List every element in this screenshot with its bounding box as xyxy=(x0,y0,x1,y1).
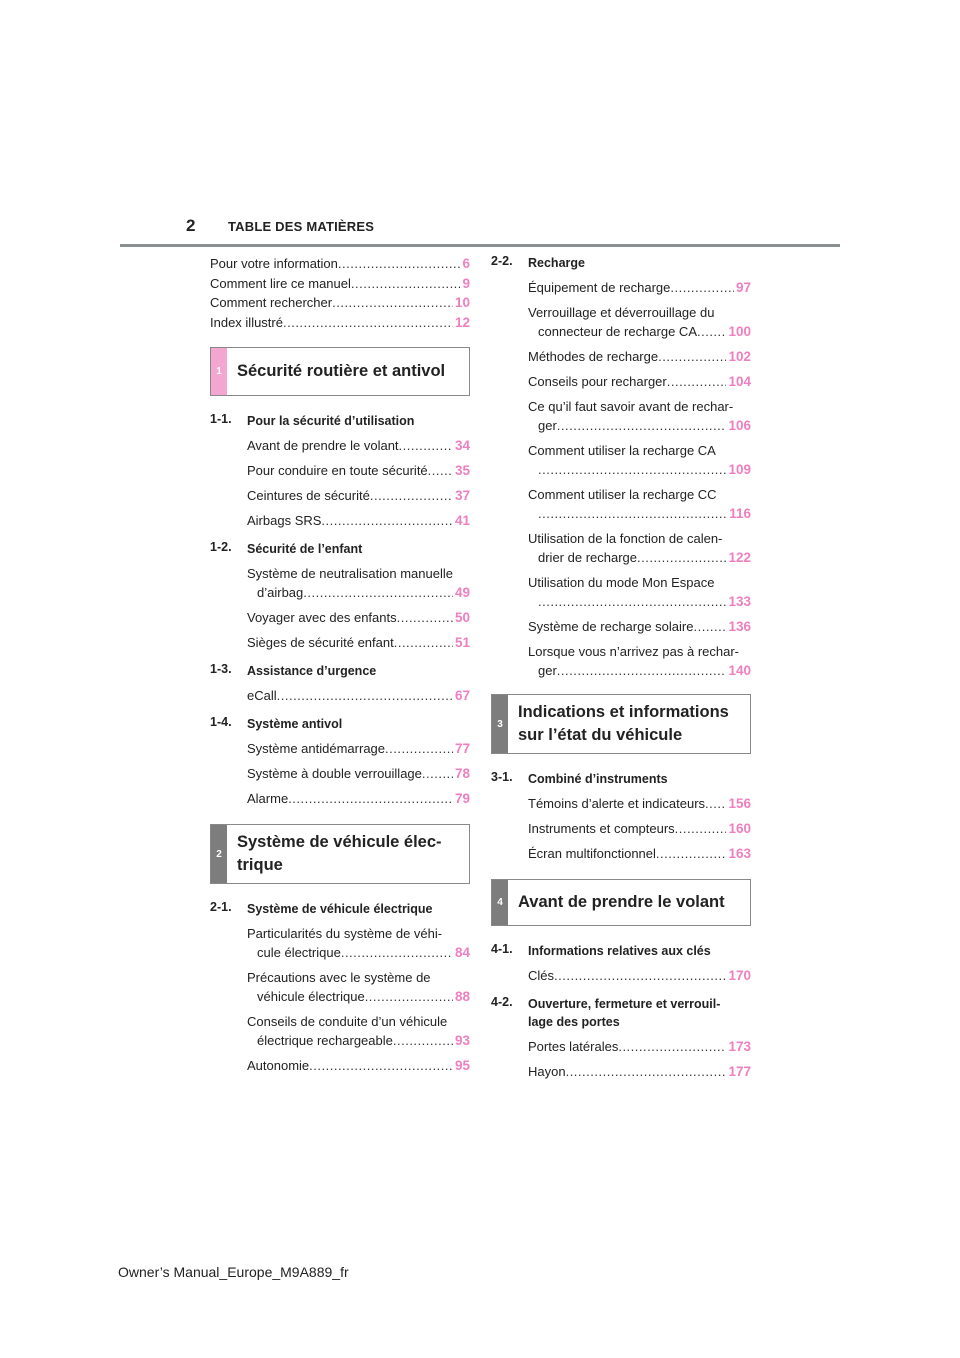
toc-entry-text: électrique rechargeable xyxy=(257,1033,393,1048)
page-header-title: TABLE DES MATIÈRES xyxy=(228,219,375,234)
toc-intro-item[interactable] xyxy=(210,293,470,313)
toc-entry-text: Clés xyxy=(528,968,555,983)
toc-page-ref[interactable]: 156 xyxy=(728,796,751,811)
subsection-number: 1-3. xyxy=(210,662,232,676)
toc-entry[interactable] xyxy=(491,441,751,479)
toc-page-ref[interactable]: 78 xyxy=(454,766,470,781)
toc-page-ref[interactable]: 109 xyxy=(728,462,751,477)
toc-entry-text: Comment lire ce manuel xyxy=(210,275,351,291)
toc-page-ref[interactable]: 173 xyxy=(728,1039,751,1054)
toc-entry-text: Témoins d’alerte et indicateurs xyxy=(528,796,706,811)
toc-page-ref[interactable]: 93 xyxy=(454,1033,470,1048)
subsection-number: 4-1. xyxy=(491,942,513,956)
toc-entry-text: Utilisation du mode Mon Espace xyxy=(528,575,715,590)
toc-entry[interactable] xyxy=(491,794,751,813)
toc-intro-item[interactable] xyxy=(210,313,470,333)
subsection-heading[interactable] xyxy=(210,412,470,430)
toc-page-ref[interactable]: 104 xyxy=(728,374,751,389)
toc-page-ref[interactable]: 95 xyxy=(454,1058,470,1073)
toc-entry-text: Pour votre information xyxy=(210,256,338,271)
header-rule xyxy=(120,244,840,247)
subsection-title-line: Ouverture, fermeture et verrouil- xyxy=(528,997,721,1011)
toc-page-ref[interactable]: 9 xyxy=(462,275,470,291)
section-tab: 1 xyxy=(211,348,227,395)
subsection-heading[interactable] xyxy=(491,942,751,960)
manual-footer: Owner’s Manual_Europe_M9A889_fr xyxy=(118,1264,349,1280)
toc-page-ref[interactable]: 116 xyxy=(729,506,751,521)
toc-entry[interactable] xyxy=(210,564,470,602)
toc-entry[interactable] xyxy=(210,739,470,758)
toc-entry[interactable] xyxy=(210,436,470,455)
toc-entry-text: Système de recharge solaire xyxy=(528,619,694,634)
toc-entry-text: Particularités du système de véhi- xyxy=(247,926,443,941)
toc-entry-text: Comment rechercher xyxy=(210,295,333,310)
toc-page-ref[interactable]: 41 xyxy=(454,513,470,528)
toc-page-ref[interactable]: 51 xyxy=(454,635,470,650)
toc-entry-text: véhicule électrique xyxy=(257,989,365,1004)
toc-entry[interactable] xyxy=(210,968,470,1006)
toc-entry-text: Utilisation de la fonction de calen- xyxy=(528,531,723,546)
toc-page-ref[interactable]: 35 xyxy=(454,463,470,478)
toc-entry[interactable] xyxy=(210,1012,470,1050)
toc-entry-text: ger xyxy=(538,418,557,433)
toc-entry-text: Pour conduire en toute sécurité xyxy=(247,463,428,478)
subsection-title: Assistance d’urgence xyxy=(247,664,377,678)
toc-intro-item[interactable] xyxy=(210,274,470,294)
toc-entry[interactable] xyxy=(491,485,751,523)
toc-page-ref[interactable]: 10 xyxy=(454,295,470,310)
section-title-line: Système de véhicule élec- xyxy=(237,833,442,851)
toc-page-ref[interactable]: 133 xyxy=(728,594,751,609)
toc-page-ref[interactable]: 77 xyxy=(454,741,470,756)
toc-entry-text: Verrouillage et déverrouillage du xyxy=(528,305,715,320)
section-header-4[interactable] xyxy=(491,879,751,926)
toc-entry[interactable] xyxy=(210,1056,470,1075)
toc-page-ref[interactable]: 37 xyxy=(454,488,470,503)
toc-entry-text: Système à double verrouillage xyxy=(247,766,422,781)
page-number: 2 xyxy=(186,216,196,235)
toc-entry[interactable] xyxy=(491,844,751,863)
toc-entry[interactable] xyxy=(491,1062,751,1081)
toc-entry[interactable] xyxy=(210,764,470,783)
toc-entry[interactable] xyxy=(210,608,470,627)
toc-entry-text: Équipement de recharge xyxy=(528,280,671,295)
subsection-heading[interactable] xyxy=(210,900,470,918)
section-header-1[interactable] xyxy=(210,347,470,396)
toc-entry-text: Précautions avec le système de xyxy=(247,970,431,985)
subsection-number: 2-2. xyxy=(491,254,513,268)
toc-entry-text: Lorsque vous n’arrivez pas à rechar- xyxy=(528,644,739,659)
toc-entry-text: Méthodes de recharge xyxy=(528,349,659,364)
toc-entry[interactable] xyxy=(491,372,751,391)
toc-entry[interactable] xyxy=(210,789,470,808)
toc-page-ref[interactable]: 177 xyxy=(728,1064,751,1079)
toc-page-ref[interactable]: 49 xyxy=(454,585,470,600)
toc-entry[interactable] xyxy=(210,633,470,652)
section-header-2[interactable] xyxy=(210,824,470,884)
toc-entry-text: Conseils pour recharger xyxy=(528,374,667,389)
subsection-number: 1-2. xyxy=(210,540,232,554)
toc-page-ref[interactable]: 106 xyxy=(728,418,751,433)
toc-page-ref[interactable]: 79 xyxy=(454,791,470,806)
toc-page-ref[interactable]: 100 xyxy=(728,324,751,339)
toc-entry-text: Index illustré xyxy=(210,314,283,330)
toc-entry-text: drier de recharge xyxy=(538,550,637,565)
subsection-heading[interactable] xyxy=(491,770,751,788)
toc-entry-text: connecteur de recharge CA xyxy=(538,324,697,339)
section-title: Avant de prendre le volant xyxy=(518,893,725,911)
section-tab: 4 xyxy=(492,880,508,925)
toc-entry[interactable] xyxy=(210,511,470,530)
subsection-title: Recharge xyxy=(528,256,585,270)
toc-entry-text: Ce qu’il faut savoir avant de rechar- xyxy=(528,399,734,414)
toc-page-ref[interactable]: 12 xyxy=(454,314,470,330)
toc-entry[interactable] xyxy=(491,347,751,366)
toc-entry-text: Hayon xyxy=(528,1064,566,1079)
toc-entry-text: cule électrique xyxy=(257,945,341,960)
subsection-heading[interactable] xyxy=(210,715,470,733)
section-title-line: sur l’état du véhicule xyxy=(518,726,683,744)
toc-page-ref[interactable]: 67 xyxy=(454,688,470,703)
toc-page-ref[interactable]: 170 xyxy=(728,968,751,983)
subsection-title: Pour la sécurité d’utilisation xyxy=(247,414,415,428)
subsection-title: Système de véhicule électrique xyxy=(247,902,433,916)
toc-entry-text: Autonomie xyxy=(247,1058,310,1073)
toc-right-column xyxy=(491,254,751,1081)
subsection-title xyxy=(528,995,751,1031)
toc-entry-text: d’airbag xyxy=(257,585,304,600)
subsection-heading[interactable] xyxy=(491,254,751,272)
toc-entry-text: Ceintures de sécurité xyxy=(247,488,370,503)
section-tab: 2 xyxy=(211,825,227,883)
toc-entry-text: Comment utiliser la recharge CC xyxy=(528,487,717,502)
subsection-title-line: lage des portes xyxy=(528,1015,620,1029)
section-title-line: trique xyxy=(237,856,283,874)
toc-page-ref[interactable]: 140 xyxy=(728,663,751,678)
toc-entry[interactable] xyxy=(210,461,470,480)
toc-entry-text: Avant de prendre le volant xyxy=(247,438,399,453)
toc-entry-text: Sièges de sécurité enfant xyxy=(247,635,394,650)
subsection-title: Système antivol xyxy=(247,717,343,731)
section-title xyxy=(227,825,452,883)
subsection-number: 2-1. xyxy=(210,900,232,914)
toc-entry-text: Écran multifonctionnel xyxy=(528,846,656,861)
subsection-title: Sécurité de l’enfant xyxy=(247,542,363,556)
toc-entry[interactable] xyxy=(491,529,751,567)
toc-page-ref[interactable]: 163 xyxy=(728,846,751,861)
toc-entry[interactable] xyxy=(491,303,751,341)
toc-entry-text: Système antidémarrage xyxy=(247,741,386,756)
toc-entry[interactable] xyxy=(491,1037,751,1056)
subsection-heading[interactable] xyxy=(210,540,470,558)
toc-page-ref[interactable]: 34 xyxy=(454,438,470,453)
toc-page-ref[interactable]: 136 xyxy=(728,619,751,634)
toc-page-ref[interactable]: 97 xyxy=(735,280,751,295)
toc-entry-text: ger xyxy=(538,663,557,678)
toc-entry[interactable] xyxy=(491,573,751,611)
section-title xyxy=(508,695,739,753)
toc-page-ref[interactable]: 160 xyxy=(728,821,751,836)
section-header-3[interactable] xyxy=(491,694,751,754)
section-title-line: Indications et informations xyxy=(518,703,729,721)
toc-page-ref[interactable]: 122 xyxy=(728,550,751,565)
toc-left-column xyxy=(210,254,470,1075)
toc-entry[interactable] xyxy=(210,686,470,705)
toc-page-ref[interactable]: 88 xyxy=(454,989,470,1004)
subsection-heading[interactable] xyxy=(491,995,751,1031)
toc-entry[interactable] xyxy=(491,642,751,680)
toc-entry[interactable] xyxy=(491,278,751,297)
toc-entry-text: Voyager avec des enfants xyxy=(247,610,397,625)
subsection-heading[interactable] xyxy=(210,662,470,680)
subsection-title: Combiné d’instruments xyxy=(528,772,668,786)
toc-entry-text: eCall xyxy=(247,688,277,703)
subsection-number: 1-1. xyxy=(210,412,232,426)
toc-entry-text: Alarme xyxy=(247,791,289,806)
toc-page-ref[interactable]: 102 xyxy=(728,349,751,364)
section-tab: 3 xyxy=(492,695,508,753)
toc-entry[interactable] xyxy=(491,819,751,838)
toc-entry-text: Système de neutralisation manuelle xyxy=(247,566,453,581)
toc-page-ref[interactable]: 6 xyxy=(462,256,470,271)
toc-entry[interactable] xyxy=(210,486,470,505)
toc-entry-text: Airbags SRS xyxy=(247,513,322,528)
toc-page-ref[interactable]: 84 xyxy=(454,945,470,960)
toc-entry[interactable] xyxy=(491,397,751,435)
toc-intro-item[interactable] xyxy=(210,254,470,274)
toc-entry[interactable] xyxy=(491,966,751,985)
subsection-title: Informations relatives aux clés xyxy=(528,944,711,958)
toc-entry[interactable] xyxy=(491,617,751,636)
subsection-number: 4-2. xyxy=(491,995,513,1009)
subsection-number: 3-1. xyxy=(491,770,513,784)
toc-entry-text: Comment utiliser la recharge CA xyxy=(528,443,716,458)
toc-entry-text: Instruments et compteurs xyxy=(528,821,675,836)
toc-entry[interactable] xyxy=(210,924,470,962)
toc-entry-text: Portes latérales xyxy=(528,1039,619,1054)
toc-page-ref[interactable]: 50 xyxy=(454,610,470,625)
toc-entry-text: Conseils de conduite d’un véhicule xyxy=(247,1014,448,1029)
section-title: Sécurité routière et antivol xyxy=(237,362,446,380)
subsection-number: 1-4. xyxy=(210,715,232,729)
